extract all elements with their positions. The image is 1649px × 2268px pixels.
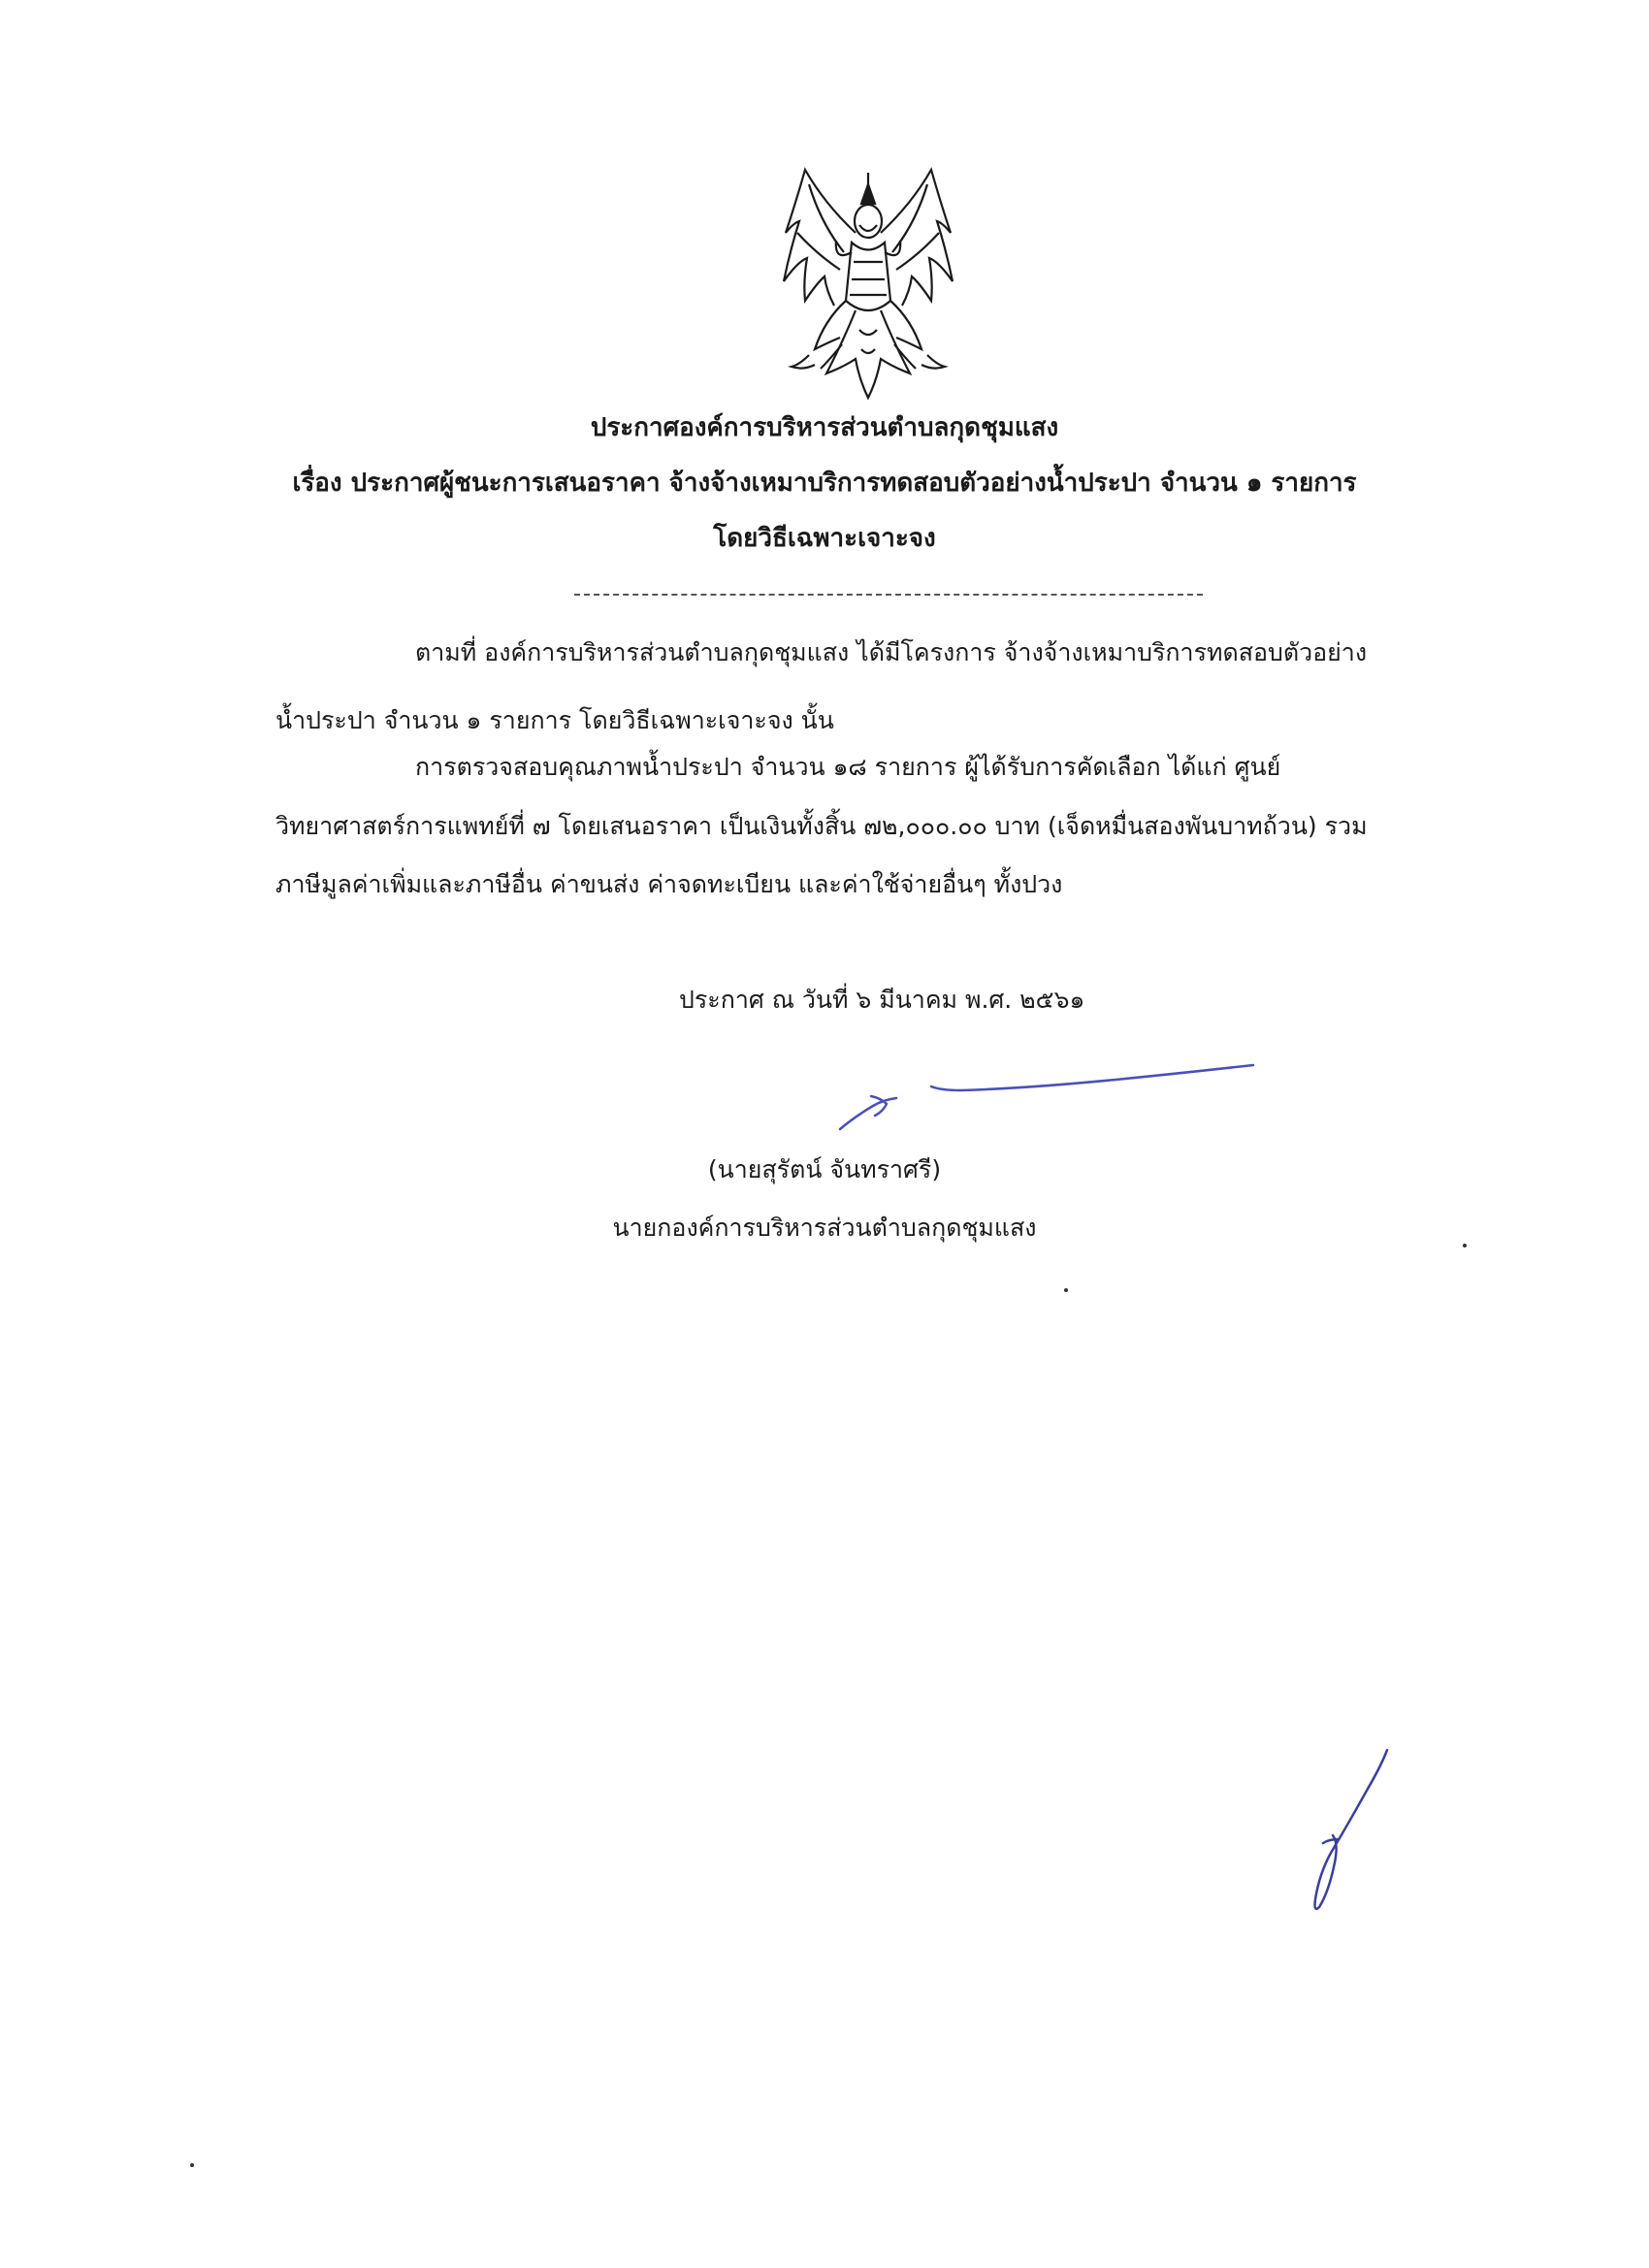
announcement-date: ประกาศ ณ วันที่ ๖ มีนาคม พ.ศ. ๒๕๖๑ xyxy=(679,986,1085,1014)
scan-speck xyxy=(190,2163,194,2167)
initial-signature xyxy=(1290,1746,1397,1916)
signer-position: นายกองค์การบริหารส่วนตำบลกุดชุมแสง xyxy=(612,1214,1037,1242)
paragraph1-line2: น้ำประปา จำนวน ๑ รายการ โดยวิธีเฉพาะเจาะจง นั้น xyxy=(275,706,834,734)
scan-speck xyxy=(1463,1244,1467,1247)
garuda-emblem-icon xyxy=(766,165,970,403)
dashed-divider xyxy=(574,594,1203,596)
announcement-subject: เรื่อง ประกาศผู้ชนะการเสนอราคา จ้างจ้างเหมาบริการทดสอบตัวอย่างน้ำประปา จำนวน ๑ รายการ xyxy=(292,469,1357,498)
procurement-method: โดยวิธีเฉพาะเจาะจง xyxy=(713,524,936,553)
scan-speck xyxy=(1064,1288,1068,1292)
paragraph2-line1: การตรวจสอบคุณภาพน้ำประปา จำนวน ๑๘ รายการ ผู้ได้รับการคัดเลือก ได้แก่ ศูนย์ xyxy=(415,753,1281,781)
signer-name: (นายสุรัตน์ จันทราศรี) xyxy=(707,1155,942,1183)
announcement-title: ประกาศองค์การบริหารส่วนตำบลกุดชุมแสง xyxy=(590,413,1059,442)
paragraph2-line3: ภาษีมูลค่าเพิ่มและภาษีอื่น ค่าขนส่ง ค่าจดทะเบียน และค่าใช้จ่ายอื่นๆ ทั้งปวง xyxy=(275,870,1063,898)
paragraph2-line2: วิทยาศาสตร์การแพทย์ที่ ๗ โดยเสนอราคา เป็นเงินทั้งสิ้น ๗๒,๐๐๐.๐๐ บาท (เจ็ดหมื่นสองพันบาทถ้วน) รวม xyxy=(275,812,1368,840)
handwritten-signature xyxy=(834,1048,1261,1135)
paragraph1-line1: ตามที่ องค์การบริหารส่วนตำบลกุดชุมแสง ได้มีโครงการ จ้างจ้างเหมาบริการทดสอบตัวอย่าง xyxy=(415,638,1368,666)
